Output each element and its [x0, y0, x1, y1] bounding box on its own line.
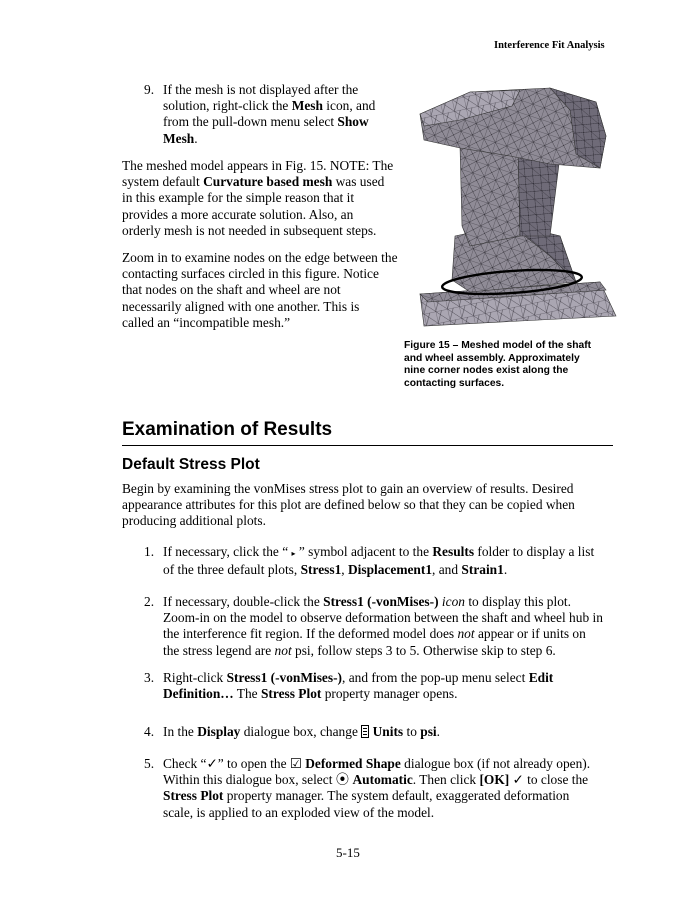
- section-intro: [122, 481, 622, 530]
- figure-caption: [404, 340, 609, 390]
- step-3: [144, 670, 614, 704]
- text-line: appearance attributes for this plot are defined below so that they can be copied when: [122, 497, 575, 513]
- text-line: that nodes on the shaft and wheel are not: [122, 282, 341, 298]
- text-line: If necessary, double-click the Stress1 (-vonMises-) icon to display this plot.: [163, 594, 571, 609]
- step-5-text: [163, 756, 623, 821]
- text-line: Check “✓” to open the ☑ Deformed Shape dialogue box (if not already open).: [163, 756, 591, 771]
- text-line: in this example for the simple reason that it: [122, 190, 355, 206]
- step-9: [144, 82, 394, 148]
- step-4-text: [163, 724, 615, 740]
- step-5: [144, 756, 614, 822]
- paragraph-mesh-note: [122, 158, 402, 239]
- meshed-model-figure: [400, 86, 618, 332]
- text-line: Stress Plot property manager. The system default, exaggerated deformation: [163, 788, 570, 804]
- text-line: If necessary, click the “ ▸ ” symbol adjacent to the Results folder to display a list: [163, 544, 595, 559]
- section-title: Examination of Results: [122, 419, 333, 440]
- text-line: solution, right-click the Mesh icon, and: [163, 98, 376, 114]
- step-1: [144, 544, 614, 578]
- text-line: and wheel assembly. Approximately: [404, 352, 580, 364]
- text-line: Mesh.: [163, 130, 198, 146]
- text-line: In the Display dialogue box, change Units to psi.: [163, 724, 440, 739]
- subsection-title: Default Stress Plot: [122, 456, 260, 473]
- step-number: 3.: [144, 670, 155, 685]
- step-number: 9.: [144, 82, 155, 97]
- running-header: Interference Fit Analysis: [494, 40, 605, 51]
- text-line: system default Curvature based mesh was used: [122, 174, 385, 190]
- text-line: the stress legend are not psi, follow steps 3 to 5. Otherwise skip to step 6.: [163, 642, 556, 658]
- text-line: Zoom-in on the model to observe deformation between the shaft and wheel hub in: [163, 610, 603, 626]
- text-line: Within this dialogue box, select ⦿ Automatic. Then click [OK] ✓ to close the: [163, 772, 589, 788]
- text-line: provides a more accurate solution. Also, an: [122, 206, 354, 222]
- text-line: The meshed model appears in Fig. 15. NOTE: The: [122, 158, 394, 173]
- step-9-text: [163, 82, 395, 147]
- text-line: Definition… The Stress Plot property manager opens.: [163, 686, 458, 702]
- step-number: 4.: [144, 724, 155, 739]
- step-4: [144, 724, 614, 744]
- text-line: Right-click Stress1 (-vonMises-), and from the pop-up menu select Edit: [163, 670, 554, 685]
- step-2-text: [163, 594, 623, 659]
- step-2: [144, 594, 614, 660]
- step-number: 2.: [144, 594, 155, 609]
- text-line: contacting surfaces.: [404, 377, 505, 389]
- text-line: Begin by examining the vonMises stress plot to gain an overview of results. Desired: [122, 481, 574, 496]
- text-line: Figure 15 – Meshed model of the shaft: [404, 340, 592, 351]
- step-number: 1.: [144, 544, 155, 559]
- step-1-text: [163, 544, 615, 578]
- section-divider: [122, 445, 613, 446]
- text-line: of the three default plots, Stress1, Displacement1, and Strain1.: [163, 562, 508, 578]
- paragraph-zoom-nodes: [122, 250, 402, 331]
- text-line: If the mesh is not displayed after the: [163, 82, 359, 97]
- meshed-model-image: [400, 86, 618, 332]
- text-line: Zoom in to examine nodes on the edge between the: [122, 250, 398, 265]
- step-3-text: [163, 670, 615, 702]
- text-line: orderly mesh is not needed in subsequent steps.: [122, 222, 377, 238]
- text-line: producing additional plots.: [122, 513, 266, 529]
- text-line: called an “incompatible mesh.”: [122, 314, 291, 330]
- text-line: scale, is applied to an exploded view of the model.: [163, 804, 435, 820]
- text-line: from the pull-down menu select Show: [163, 114, 369, 130]
- text-line: contacting surfaces circled in this figure. Notice: [122, 266, 379, 282]
- page-number: 5-15: [336, 845, 360, 860]
- step-number: 5.: [144, 756, 155, 771]
- text-line: the interference fit region. If the deformed model does not appear or if units on: [163, 626, 586, 642]
- text-line: necessarily aligned with one another. This is: [122, 298, 360, 314]
- text-line: nine corner nodes exist along the: [404, 365, 569, 377]
